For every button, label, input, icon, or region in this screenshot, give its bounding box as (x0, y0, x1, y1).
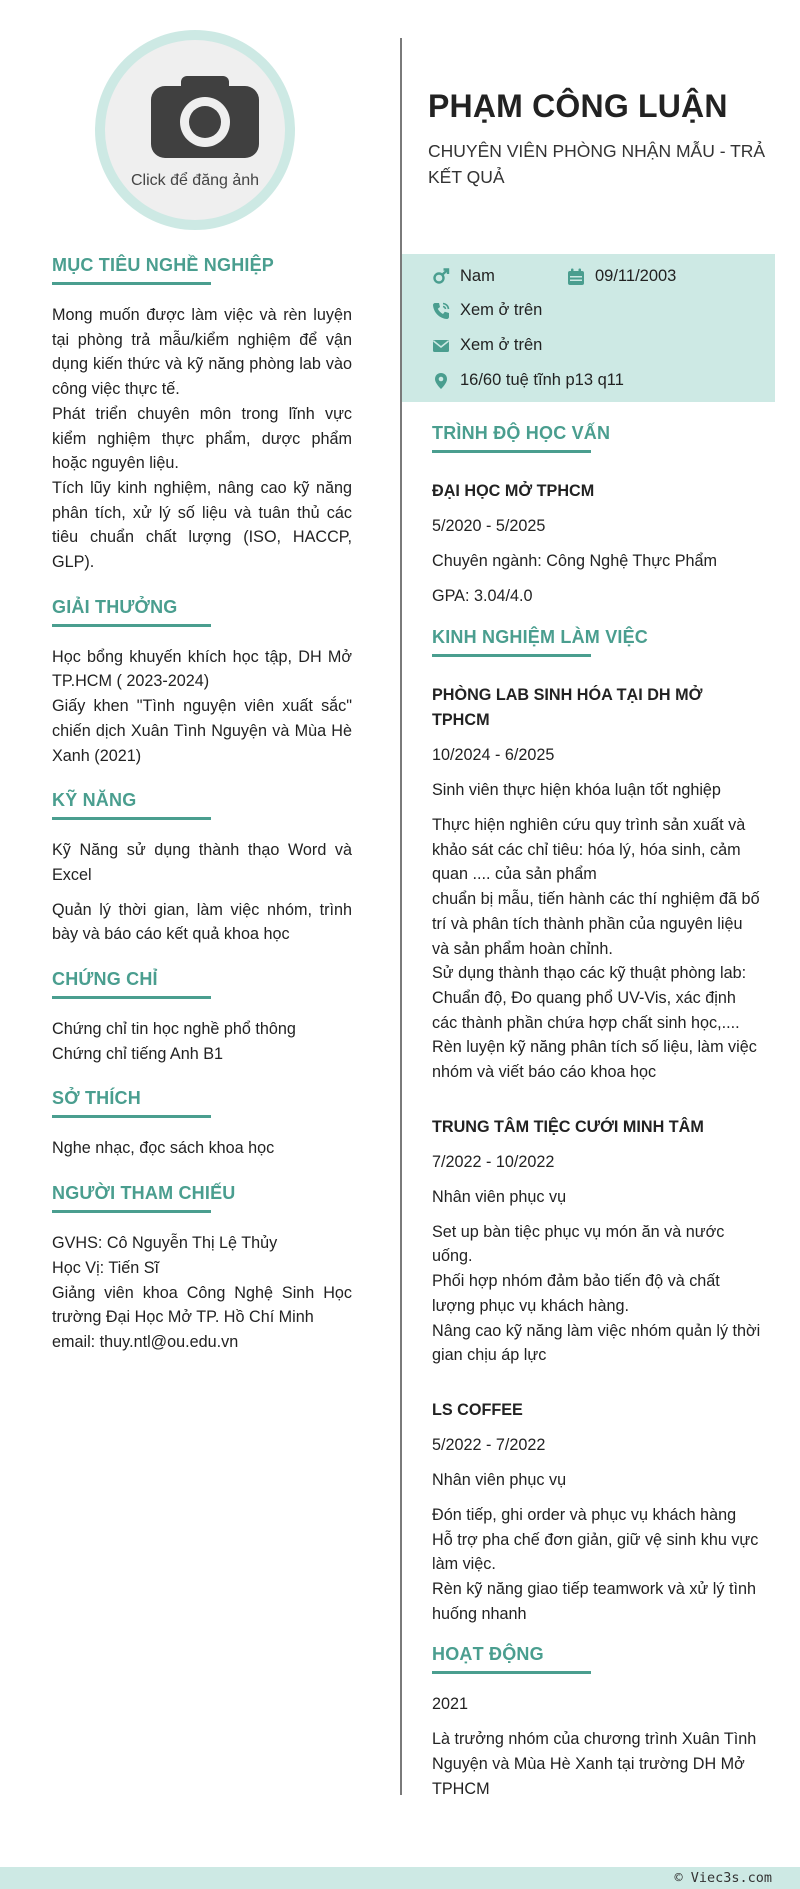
phone-icon (432, 302, 450, 320)
job-position: Nhân viên phục vụ (432, 1187, 567, 1206)
activity-year: 2021 (432, 1695, 469, 1714)
activity-description: Là trưởng nhóm của chương trình Xuân Tình Nguyện và Mùa Hè Xanh tại trường DH Mở TPHCM (432, 1730, 757, 1798)
experience-section (432, 627, 762, 1626)
education-major: Chuyên ngành: Công Nghệ Thực Phẩm (432, 552, 718, 570)
contact-email (432, 336, 542, 355)
certificates-title: CHỨNG CHỈ (52, 969, 352, 995)
objective-title: MỤC TIÊU NGHỀ NGHIỆP (52, 255, 352, 281)
camera-icon (151, 76, 259, 158)
avatar-caption: Click để đăng ảnh (130, 172, 260, 189)
skills-title: KỸ NĂNG (52, 790, 352, 816)
email-icon (432, 337, 450, 355)
awards-section (52, 597, 352, 769)
education-period: 5/2020 - 5/2025 (432, 517, 546, 535)
footer (0, 1867, 800, 1889)
job-description: Set up bàn tiệc phục vụ món ăn và nước uống. Phối hợp nhóm đảm bảo tiến độ và chất lượng phục vụ khách hàng. Nâng cao kỹ năng làm việc nhóm quản lý thời gian chịu áp lực (432, 1222, 761, 1365)
candidate-name: PHẠM CÔNG LUẬN (428, 88, 728, 124)
activities-section (432, 1644, 762, 1801)
job-entry (432, 1115, 762, 1368)
avatar-placeholder[interactable] (105, 40, 285, 220)
avatar-upload[interactable] (95, 30, 295, 230)
contact-box (402, 254, 775, 402)
left-column (52, 255, 352, 1377)
skill-item: Kỹ Năng sử dụng thành thạo Word và Excel (52, 841, 352, 884)
address-value: 16/60 tuệ tĩnh p13 q11 (460, 371, 624, 389)
footer-credit: © Viec3s.com (674, 1870, 772, 1886)
job-company: LS COFFEE (432, 1400, 523, 1419)
gender-value: Nam (460, 267, 495, 285)
job-entry (432, 683, 762, 1085)
hobbies-section (52, 1088, 352, 1161)
activities-title: HOẠT ĐỘNG (432, 1644, 762, 1670)
job-company: TRUNG TÂM TIỆC CƯỚI MINH TÂM (432, 1117, 704, 1136)
calendar-icon (567, 268, 585, 286)
objective-section (52, 255, 352, 575)
education-section (432, 423, 762, 609)
job-period: 7/2022 - 10/2022 (432, 1152, 555, 1171)
contact-gender (432, 267, 495, 286)
job-entry (432, 1398, 762, 1627)
job-period: 10/2024 - 6/2025 (432, 746, 555, 764)
certificates-section (52, 969, 352, 1066)
right-column (432, 423, 762, 1802)
job-description: Thực hiện nghiên cứu quy trình sản xuất và khảo sát các chỉ tiêu: hóa lý, hóa sinh, cảm quan .... của sản phẩm chuẩn bị mẫu, tiến hành các thí nghiệm đã bố trí và phân tích thành phần của nguyên liệu và sản phẩm hoàn chỉnh. Sử dụng thành thạo các kỹ thuật phòng lab: Chuẩn độ, Đo quang phổ UV-Vis, xác định các thành phần chứa hợp chất sinh học,.... Rèn luyện kỹ năng phân tích số liệu, làm việc nhóm và viết báo cáo khoa học (432, 816, 760, 1082)
job-period: 5/2022 - 7/2022 (432, 1435, 546, 1454)
phone-value: Xem ở trên (460, 301, 543, 319)
hobbies-text: Nghe nhạc, đọc sách khoa học (52, 1139, 275, 1158)
awards-title: GIẢI THƯỞNG (52, 597, 352, 623)
location-pin-icon (432, 372, 450, 390)
birthday-value: 09/11/2003 (595, 267, 677, 285)
references-text: GVHS: Cô Nguyễn Thị Lệ Thủy Học Vị: Tiến Sĩ Giảng viên khoa Công Nghệ Sinh Học trường Đại Học Mở TP. Hồ Chí Minh email: thuy.ntl@ou.edu.vn (52, 1234, 352, 1351)
skill-item: Quản lý thời gian, làm việc nhóm, trình bày và báo cáo kết quả khoa học (52, 900, 352, 944)
job-position: Nhân viên phục vụ (432, 1470, 567, 1489)
certificates-text: Chứng chỉ tin học nghề phổ thông Chứng chỉ tiếng Anh B1 (52, 1020, 296, 1063)
school-name: ĐẠI HỌC MỞ TPHCM (432, 482, 595, 500)
education-title: TRÌNH ĐỘ HỌC VẤN (432, 423, 762, 449)
email-value: Xem ở trên (460, 336, 543, 354)
awards-text: Học bổng khuyến khích học tập, DH Mở TP.HCM ( 2023-2024) Giấy khen "Tình nguyện viên xuất sắc" chiến dịch Xuân Tình Nguyện và Mùa Hè Xanh (2021) (52, 647, 352, 765)
job-position: Sinh viên thực hiện khóa luận tốt nghiệp (432, 781, 721, 799)
candidate-role: CHUYÊN VIÊN PHÒNG NHẬN MẪU - TRẢ KẾT QUẢ (428, 141, 766, 187)
contact-address (432, 371, 624, 390)
skills-section (52, 790, 352, 947)
references-title: NGƯỜI THAM CHIẾU (52, 1183, 352, 1209)
education-gpa: GPA: 3.04/4.0 (432, 587, 533, 605)
references-section (52, 1183, 352, 1355)
gender-icon (432, 268, 450, 286)
experience-title: KINH NGHIỆM LÀM VIỆC (432, 627, 762, 653)
objective-text: Mong muốn được làm việc và rèn luyện tại phòng trả mẫu/kiểm nghiệm để vận dụng kiến thức và kỹ năng phòng lab vào công việc thực tế. Phát triển chuyên môn trong lĩnh vực kiểm nghiệm thực phẩm, dược phẩm hoặc nguyên liệu. Tích lũy kinh nghiệm, nâng cao kỹ năng phân tích, xử lý số liệu và tuân thủ các tiêu chuẩn chất lượng (ISO, HACCP, GLP). (52, 306, 352, 572)
contact-phone (432, 301, 542, 320)
job-company: PHÒNG LAB SINH HÓA TẠI DH MỞ TPHCM (432, 686, 703, 729)
job-description: Đón tiếp, ghi order và phục vụ khách hàng Hỗ trợ pha chế đơn giản, giữ vệ sinh khu vực làm việc. Rèn kỹ năng giao tiếp teamwork và xử lý tình huống nhanh (432, 1505, 759, 1623)
hobbies-title: SỞ THÍCH (52, 1088, 352, 1114)
contact-birthday (567, 267, 676, 286)
